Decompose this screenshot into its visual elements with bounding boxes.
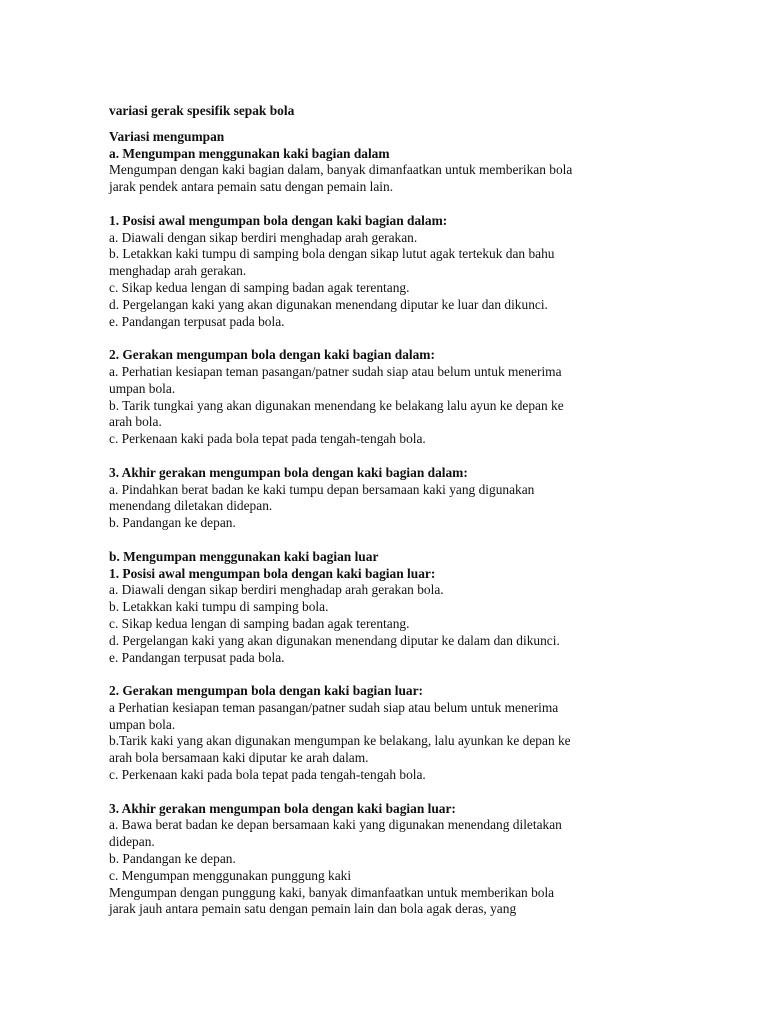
list-line: umpan bola. — [109, 716, 176, 732]
list-line: a. Pindahkan berat badan ke kaki tumpu depan bersamaan kaki yang digunakan — [109, 481, 535, 497]
list-line: d. Pergelangan kaki yang akan digunakan menendang diputar ke luar dan dikunci. — [109, 296, 548, 312]
list-line: b. Pandangan ke depan. — [109, 515, 236, 531]
step-heading: 2. Gerakan mengumpan bola dengan kaki bagian luar: — [109, 683, 424, 699]
subsection-a-heading: a. Mengumpan menggunakan kaki bagian dalam — [109, 145, 390, 161]
list-line: d. Pergelangan kaki yang akan digunakan menendang diputar ke dalam dan dikunci. — [109, 632, 560, 648]
paragraph-line: jarak pendek antara pemain satu dengan pemain lain. — [109, 179, 394, 195]
paragraph-line: Mengumpan dengan punggung kaki, banyak dimanfaatkan untuk memberikan bola — [109, 884, 555, 900]
list-line: menghadap arah gerakan. — [109, 263, 247, 279]
list-line: menendang diletakan didepan. — [109, 498, 273, 514]
list-line: a Perhatian kesiapan teman pasangan/patner sudah siap atau belum untuk menerima — [109, 699, 559, 715]
list-line: b. Pandangan ke depan. — [109, 851, 236, 867]
step-heading: 2. Gerakan mengumpan bola dengan kaki bagian dalam: — [109, 347, 435, 363]
list-line: c. Perkenaan kaki pada bola tepat pada tengah-tengah bola. — [109, 431, 426, 447]
document-body — [109, 103, 669, 918]
section-heading: Variasi mengumpan — [109, 128, 225, 144]
subsection-b-heading: b. Mengumpan menggunakan kaki bagian luar — [109, 548, 379, 564]
document-title: variasi gerak spesifik sepak bola — [109, 103, 295, 118]
list-line: arah bola bersamaan kaki diputar ke arah dalam. — [109, 750, 369, 766]
list-line: e. Pandangan terpusat pada bola. — [109, 313, 285, 329]
list-line: a. Perhatian kesiapan teman pasangan/patner sudah siap atau belum untuk menerima — [109, 363, 562, 379]
step-heading: 1. Posisi awal mengumpan bola dengan kaki bagian dalam: — [109, 212, 448, 228]
list-line: didepan. — [109, 834, 155, 850]
list-line: c. Sikap kedua lengan di samping badan agak terentang. — [109, 615, 410, 631]
list-line: umpan bola. — [109, 380, 176, 396]
list-line: b.Tarik kaki yang akan digunakan mengumpan ke belakang, lalu ayunkan ke depan ke — [109, 733, 571, 749]
list-line: c. Mengumpan menggunakan punggung kaki — [109, 867, 352, 883]
list-line: e. Pandangan terpusat pada bola. — [109, 649, 285, 665]
list-line: a. Diawali dengan sikap berdiri menghadap arah gerakan bola. — [109, 582, 444, 598]
list-line: c. Perkenaan kaki pada bola tepat pada tengah-tengah bola. — [109, 767, 426, 783]
paragraph-line: Mengumpan dengan kaki bagian dalam, banyak dimanfaatkan untuk memberikan bola — [109, 162, 573, 178]
step-heading: 1. Posisi awal mengumpan bola dengan kaki bagian luar: — [109, 565, 436, 581]
step-heading: 3. Akhir gerakan mengumpan bola dengan kaki bagian luar: — [109, 800, 456, 816]
paragraph-line: jarak jauh antara pemain satu dengan pemain lain dan bola agak deras, yang — [109, 901, 517, 917]
list-line: a. Bawa berat badan ke depan bersamaan kaki yang digunakan menendang diletakan — [109, 817, 562, 833]
list-line: b. Letakkan kaki tumpu di samping bola. — [109, 599, 329, 615]
list-line: b. Letakkan kaki tumpu di samping bola dengan sikap lutut agak tertekuk dan bahu — [109, 246, 555, 262]
step-heading: 3. Akhir gerakan mengumpan bola dengan kaki bagian dalam: — [109, 464, 468, 480]
list-line: c. Sikap kedua lengan di samping badan agak terentang. — [109, 279, 410, 295]
list-line: a. Diawali dengan sikap berdiri menghadap arah gerakan. — [109, 229, 418, 245]
list-line: b. Tarik tungkai yang akan digunakan menendang ke belakang lalu ayun ke depan ke — [109, 397, 564, 413]
list-line: arah bola. — [109, 414, 162, 430]
